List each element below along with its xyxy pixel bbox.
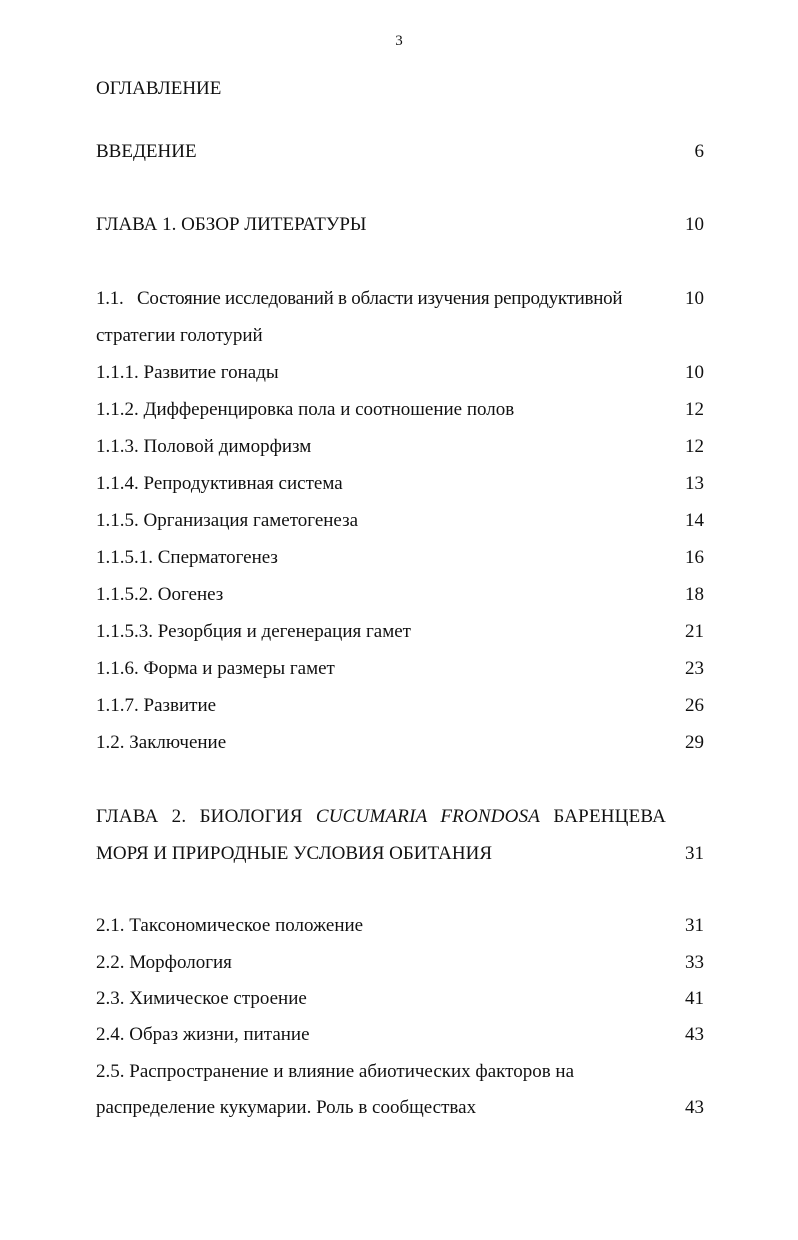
toc-entry-page: 31 bbox=[685, 915, 704, 936]
chapter-2-suffix: БАРЕНЦЕВА bbox=[540, 806, 667, 827]
toc-entry-page: 14 bbox=[685, 510, 704, 531]
toc-entry-page: 10 bbox=[685, 362, 704, 383]
toc-entry-label: 1.2. Заключение bbox=[96, 732, 227, 753]
toc-entry-label: 1.1.5.3. Резорбция и дегенерация гамет bbox=[96, 621, 411, 642]
toc-entry-label: 1.1.6. Форма и размеры гамет bbox=[96, 658, 335, 679]
toc-entry-2-4[interactable] bbox=[96, 1023, 706, 1047]
page-number: 3 bbox=[395, 33, 403, 49]
toc-entry-1-1-5[interactable] bbox=[96, 509, 706, 533]
toc-entry-label: 1.1.5. Организация гаметогенеза bbox=[96, 510, 359, 531]
toc-entry-page: 29 bbox=[685, 732, 704, 753]
toc-entry-1-1-2[interactable] bbox=[96, 398, 706, 422]
toc-entry-1-1-1[interactable] bbox=[96, 361, 706, 385]
toc-entry-1-1-4[interactable] bbox=[96, 472, 706, 496]
toc-entry-2-5-continuation[interactable] bbox=[96, 1096, 706, 1120]
toc-entry-chapter-1[interactable] bbox=[96, 213, 706, 237]
toc-entry-page: 18 bbox=[685, 584, 704, 605]
toc-entry-label: 1.1.5.1. Сперматогенез bbox=[96, 547, 278, 568]
toc-entry-page: 12 bbox=[685, 436, 704, 457]
toc-entry-label: 2.5. Распространение и влияние абиотических факторов на bbox=[96, 1061, 575, 1082]
toc-entry-1-1-5-1[interactable] bbox=[96, 546, 706, 570]
toc-entry-page: 41 bbox=[685, 988, 704, 1009]
toc-entry-label: 1.1.5.2. Оогенез bbox=[96, 584, 224, 605]
toc-entry-chapter-2-continuation[interactable] bbox=[96, 842, 706, 866]
toc-entry-label: стратегии голотурий bbox=[96, 325, 263, 346]
toc-entry-page: 21 bbox=[685, 621, 704, 642]
toc-entry-label: 1.1.1. Развитие гонады bbox=[96, 362, 279, 383]
toc-entry-1-1-5-2[interactable] bbox=[96, 583, 706, 607]
toc-entry-label: 2.4. Образ жизни, питание bbox=[96, 1024, 310, 1045]
toc-entry-label: 1.1.7. Развитие bbox=[96, 695, 217, 716]
toc-title: ОГЛАВЛЕНИЕ bbox=[96, 78, 222, 99]
toc-entry-label: 1.1.2. Дифференцировка пола и соотношение полов bbox=[96, 399, 515, 420]
chapter-2-prefix: ГЛАВА 2. БИОЛОГИЯ bbox=[96, 806, 316, 827]
toc-entry-page: 13 bbox=[685, 473, 704, 494]
toc-entry-page: 33 bbox=[685, 952, 704, 973]
toc-entry-label bbox=[96, 805, 666, 829]
toc-entry-page: 10 bbox=[685, 288, 704, 309]
toc-entry-page: 10 bbox=[685, 214, 704, 235]
toc-entry-2-5[interactable] bbox=[96, 1060, 706, 1084]
toc-entry-label: 2.2. Морфология bbox=[96, 952, 232, 973]
toc-entry-label: 1.1.4. Репродуктивная система bbox=[96, 473, 343, 494]
toc-entry-label: распределение кукумарии. Роль в сообществах bbox=[96, 1097, 477, 1118]
toc-entry-2-2[interactable] bbox=[96, 951, 706, 975]
toc-entry-introduction[interactable] bbox=[96, 140, 706, 164]
toc-entry-1-1-6[interactable] bbox=[96, 657, 706, 681]
toc-entry-page: 31 bbox=[685, 843, 704, 864]
toc-entry-1-1-7[interactable] bbox=[96, 694, 706, 718]
toc-entry-page: 12 bbox=[685, 399, 704, 420]
toc-entry-page: 43 bbox=[685, 1024, 704, 1045]
toc-entry-1-2[interactable] bbox=[96, 731, 706, 755]
toc-entry-label: 1.1.3. Половой диморфизм bbox=[96, 436, 312, 457]
toc-entry-label: ГЛАВА 1. ОБЗОР ЛИТЕРАТУРЫ bbox=[96, 214, 367, 235]
toc-entry-page: 6 bbox=[694, 141, 704, 162]
toc-entry-page: 23 bbox=[685, 658, 704, 679]
toc-entry-page: 26 bbox=[685, 695, 704, 716]
toc-entry-label: 2.1. Таксономическое положение bbox=[96, 915, 364, 936]
toc-entry-2-3[interactable] bbox=[96, 987, 706, 1011]
species-name: CUCUMARIA FRONDOSA bbox=[315, 806, 541, 827]
toc-entry-1-1[interactable] bbox=[96, 287, 706, 311]
toc-entry-2-1[interactable] bbox=[96, 914, 706, 938]
toc-entry-1-1-3[interactable] bbox=[96, 435, 706, 459]
toc-entry-1-1-continuation bbox=[96, 324, 706, 348]
toc-entry-chapter-2[interactable] bbox=[96, 805, 666, 829]
toc-entry-1-1-5-3[interactable] bbox=[96, 620, 706, 644]
toc-entry-page: 16 bbox=[685, 547, 704, 568]
toc-entry-label: 2.3. Химическое строение bbox=[96, 988, 307, 1009]
toc-entry-label: 1.1. Состояние исследований в области изучения репродуктивной bbox=[96, 288, 623, 309]
toc-entry-page: 43 bbox=[685, 1097, 704, 1118]
toc-entry-label: ВВЕДЕНИЕ bbox=[96, 141, 197, 162]
toc-entry-label: МОРЯ И ПРИРОДНЫЕ УСЛОВИЯ ОБИТАНИЯ bbox=[96, 843, 492, 864]
